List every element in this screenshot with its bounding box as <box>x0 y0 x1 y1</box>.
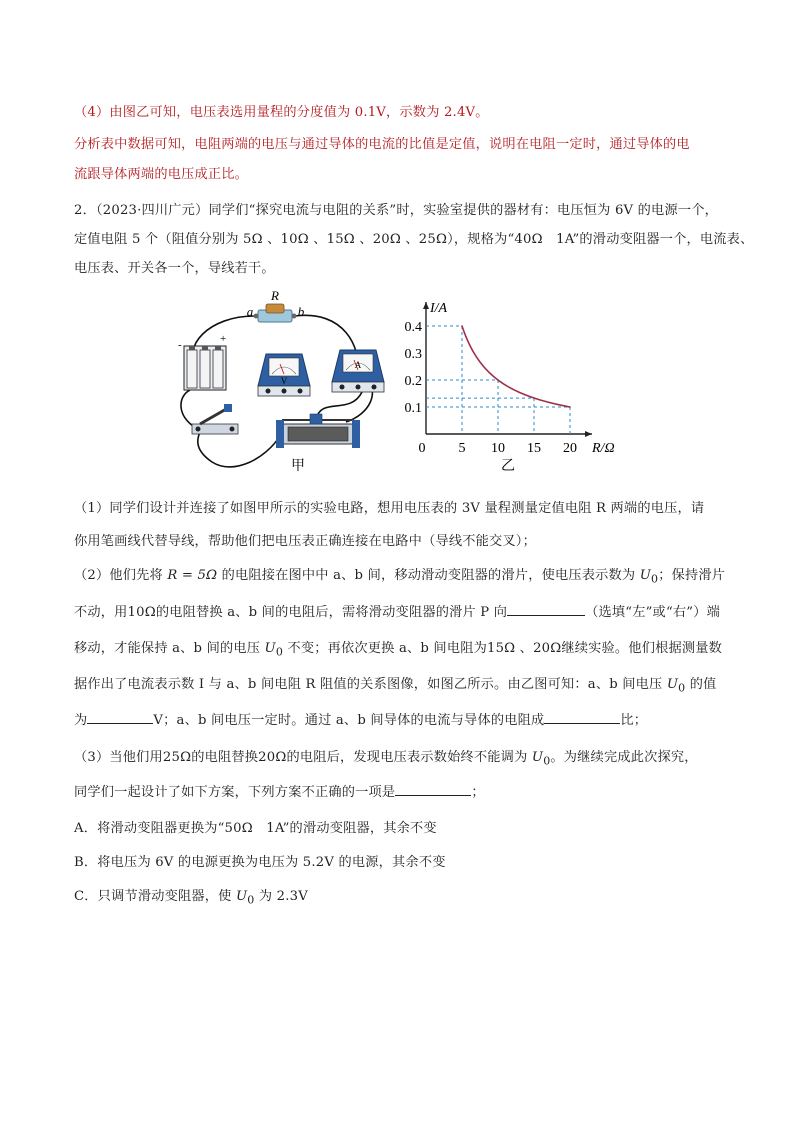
answer-line-3: 流跟导体两端的电压成正比。 <box>74 167 249 182</box>
x-tick-label: 20 <box>563 441 577 456</box>
part2-line-4: 据作出了电流表示数 I 与 a、b 间电阻 R 阻值的关系图像，如图乙所示。由乙图可知：a、b 间电压 $U_0$ 的值 <box>74 677 717 695</box>
wire-ammeter-rheostat <box>316 392 362 420</box>
resistor-R <box>254 304 297 322</box>
wire-rheostat-switch <box>198 432 280 467</box>
x-tick-label: 0 <box>418 441 426 456</box>
answer-blank-choice[interactable] <box>395 781 471 796</box>
question-intro-3: 电压表、开关各一个，导线若干。 <box>74 261 275 276</box>
switch <box>192 404 238 434</box>
part1-line-2: 你用笔画线代替导线，帮助他们把电压表正确连接在电路中（导线不能交叉）； <box>74 534 536 549</box>
x-tick-label: 10 <box>491 441 505 456</box>
data-point <box>461 325 463 327</box>
data-point <box>569 406 571 408</box>
caption-jia: 甲 <box>291 459 305 474</box>
answer-line-2: 分析表中数据可知，电阻两端的电压与通过导体的电流的比值是定值，说明在电阻一定时，通过导体的电 <box>74 137 690 152</box>
label-a: a <box>246 304 254 319</box>
chart-caption: 乙 <box>501 459 515 474</box>
answer-blank-direction[interactable] <box>507 601 585 616</box>
y-tick-label: 0.1 <box>404 401 422 416</box>
circuit-figure <box>170 286 390 476</box>
label-plus: + <box>220 333 227 345</box>
data-point <box>497 379 499 381</box>
y-tick-label: 0.4 <box>404 320 422 335</box>
y-tick-label: 0.2 <box>404 374 422 389</box>
part2-line-2: 不动，用10Ω的电阻替换 a、b 间的电阻后，需将滑动变阻器的滑片 P 向 （选填“左”或“右”）端 <box>74 601 720 620</box>
rheostat <box>276 414 360 448</box>
x-tick-label: 15 <box>527 441 541 456</box>
x-axis-arrow <box>585 431 592 437</box>
option-a: A．将滑动变阻器更换为“50Ω 1A”的滑动变阻器，其余不变 <box>74 821 437 836</box>
part3-line-2: 同学们一起设计了如下方案，下列方案不正确的一项是 ； <box>74 781 485 800</box>
battery-pack <box>184 346 226 390</box>
y-axis-label: I/A <box>430 301 448 316</box>
part2-line-5: 为 V；a、b 间电压一定时。通过 a、b 间导体的电流与导体的电阻成 比； <box>74 709 647 728</box>
current-resistance-chart <box>396 292 636 482</box>
y-tick-label: 0.3 <box>404 347 422 362</box>
answer-line-1: （4）由图乙可知，电压表选用量程的分度值为 0.1V，示数为 2.4V。 <box>74 105 489 120</box>
question-intro-2: 定值电阻 5 个（阻值分别为 5Ω 、10Ω 、15Ω 、20Ω 、25Ω），规格为“40Ω 1A”的滑动变阻器一个，电流表、 <box>74 232 754 247</box>
answer-blank-proportion[interactable] <box>544 709 620 724</box>
part2-line-1: （2）他们先将 R = 5Ω 的电阻接在图中中 a、b 间，移动滑动变阻器的滑片，使电压表示数为 $U_0$；保持滑片 <box>74 568 726 586</box>
label-b: b <box>297 304 305 319</box>
wire-switch-battery <box>181 390 196 428</box>
ammeter <box>332 350 384 392</box>
voltmeter <box>258 354 310 396</box>
y-axis-arrow <box>423 302 429 309</box>
data-curve <box>462 326 570 407</box>
data-point <box>533 397 535 399</box>
label-V: V <box>280 376 288 386</box>
label-A: A <box>354 360 362 370</box>
question-intro-1: 2．（2023·四川广元）同学们“探究电流与电阻的关系”时，实验室提供的器材有：电压恒为 6V 的电源一个， <box>74 203 718 218</box>
x-tick-label: 5 <box>458 441 466 456</box>
x-axis-label: R/Ω <box>592 441 615 456</box>
label-minus: - <box>178 339 182 351</box>
part2-line-3: 移动，才能保持 a、b 间的电压 $U_0$ 不变；再依次更换 a、b 间电阻为15Ω 、20Ω继续实验。他们根据测量数 <box>74 641 723 659</box>
label-R: R <box>271 288 279 303</box>
part3-line-1: （3）当他们用25Ω的电阻替换20Ω的电阻后，发现电压表示数始终不能调为 $U_0$。为继续完成此次探究， <box>74 750 698 768</box>
option-b: B．将电压为 6V 的电源更换为电压为 5.2V 的电源，其余不变 <box>74 855 446 870</box>
part1-line-1: （1）同学们设计并连接了如图甲所示的实验电路，想用电压表的 3V 量程测量定值电阻 R 两端的电压，请 <box>74 501 705 516</box>
answer-blank-voltage[interactable] <box>87 709 153 724</box>
option-c: C．只调节滑动变阻器，使 $U_0$ 为 2.3V <box>74 889 308 907</box>
